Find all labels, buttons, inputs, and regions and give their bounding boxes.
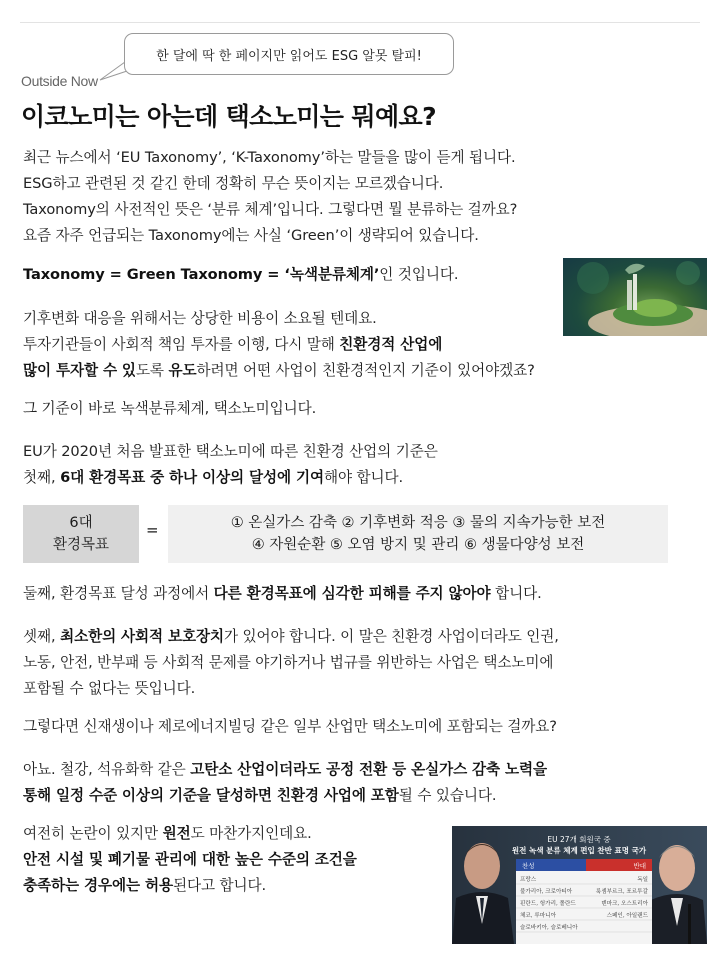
news-headline-1: EU 27개 회원국 중 [547, 835, 611, 844]
third-criterion-paragraph [23, 624, 559, 702]
third-criterion-line-1: 셋째, 최소한의 사회적 보호장치가 있어야 합니다. 이 말은 친환경 사업이더라도 인권, [23, 628, 559, 645]
intro-line-3: Taxonomy의 사전적인 뜻은 ‘분류 체계’입니다. 그렇다면 뭘 분류하는 걸까요? [23, 201, 518, 218]
intro-line-4: 요즘 자주 언급되는 Taxonomy에는 사실 ‘Green’이 생략되어 있습니다. [23, 227, 479, 244]
six-goals-label-line-1: 6대 [69, 515, 93, 531]
news-for-row: 프랑스 [520, 877, 537, 883]
six-goals-row-2: ④ 자원순환 ⑤ 오염 방지 및 관리 ⑥ 생물다양성 보전 [251, 537, 585, 553]
third-criterion-line-3: 포함될 수 없다는 뜻입니다. [23, 680, 196, 697]
news-for-row: 체코, 루마니아 [520, 913, 556, 919]
top-divider [20, 22, 700, 23]
news-against-row: 독일 [637, 877, 648, 883]
six-goals-row-1: ① 온실가스 감축 ② 기후변화 적응 ③ 물의 지속가능한 보전 [230, 515, 606, 531]
nuclear-line-2: 안전 시설 및 폐기물 관리에 대한 높은 수준의 조건을 [23, 851, 357, 868]
intro-line-2: ESG하고 관련된 것 같긴 한데 정확히 무슨 뜻이지는 모르겠습니다. [23, 175, 444, 192]
investment-line-3: 많이 투자할 수 있도록 유도하려면 어떤 사업이 친환경적인지 기준이 있어야겠죠? [23, 362, 535, 379]
news-for-row: 불가리아, 크로아티아 [520, 889, 573, 895]
nuclear-news-image [452, 826, 707, 944]
brand-label: Outside Now [21, 73, 98, 89]
answer-line-2: 통해 일정 수준 이상의 기준을 달성하면 친환경 사업에 포함될 수 있습니다. [23, 787, 497, 804]
six-goals-label-line-2: 환경목표 [52, 537, 110, 553]
nuclear-line-1: 여전히 논란이 있지만 원전도 마찬가지인데요. [23, 825, 312, 842]
news-headline-2: 원전 녹색 분류 체계 편입 찬반 표명 국가 [511, 846, 647, 855]
nuclear-paragraph [23, 821, 357, 899]
equals-sign: = [146, 521, 159, 539]
news-col-against: 반대 [633, 862, 646, 870]
eco-hands-illustration [563, 258, 707, 336]
answer-paragraph [23, 757, 547, 809]
first-criterion-line-2: 첫째, 6대 환경목표 중 하나 이상의 달성에 기여해야 합니다. [23, 469, 404, 486]
news-against-row: 스페인, 아일랜드 [606, 913, 648, 919]
investment-paragraph [23, 306, 535, 384]
nuclear-news-graphic [452, 826, 707, 944]
question-sentence: 그렇다면 신재생이나 제로에너지빌딩 같은 일부 산업만 택소노미에 포함되는 걸까요? [23, 718, 557, 735]
first-criterion-line-1: EU가 2020년 처음 발표한 택소노미에 따른 친환경 산업의 기준은 [23, 443, 438, 460]
investment-line-1: 기후변화 대응을 위해서는 상당한 비용이 소요될 텐데요. [23, 310, 377, 327]
news-for-row: 슬로바키아, 슬로베니아 [520, 925, 578, 931]
standard-sentence: 그 기준이 바로 녹색분류체계, 택소노미입니다. [23, 400, 317, 417]
news-against-row: 덴마크, 오스트리아 [601, 901, 648, 907]
news-col-for: 찬성 [522, 862, 535, 870]
nuclear-line-3: 충족하는 경우에는 허용된다고 합니다. [23, 877, 267, 894]
speech-bubble [124, 33, 454, 75]
intro-paragraph [23, 145, 517, 249]
investment-line-2: 투자기관들이 사회적 책임 투자를 이행, 다시 말해 친환경적 산업에 [23, 336, 443, 353]
eco-hands-image [563, 258, 707, 336]
six-goals-list-box [168, 505, 668, 563]
taxonomy-equation-rest: 인 것입니다. [379, 266, 459, 283]
page-title: 이코노미는 아는데 택소노미는 뭐예요? [21, 102, 437, 131]
news-for-row: 핀란드, 헝가리, 폴란드 [520, 901, 576, 907]
news-against-row: 룩셈부르크, 포르투갈 [595, 889, 648, 895]
taxonomy-equation-bold: Taxonomy = Green Taxonomy = ‘녹색분류체계’ [23, 266, 380, 283]
speech-bubble-text: 한 달에 딱 한 페이지만 읽어도 ESG 알못 탈피! [156, 48, 422, 64]
first-criterion-paragraph [23, 439, 438, 491]
six-goals-label-box [23, 505, 139, 563]
third-criterion-line-2: 노동, 안전, 반부패 등 사회적 문제를 야기하거나 법규를 위반하는 사업은 택소노미에 [23, 654, 554, 671]
taxonomy-equation [23, 262, 458, 288]
answer-line-1: 아뇨. 철강, 석유화학 같은 고탄소 산업이더라도 공정 전환 등 온실가스 감축 노력을 [23, 761, 548, 778]
intro-line-1: 최근 뉴스에서 ‘EU Taxonomy’, ‘K-Taxonomy’하는 말들을 많이 듣게 됩니다. [23, 149, 516, 166]
second-criterion: 둘째, 환경목표 달성 과정에서 다른 환경목표에 심각한 피해를 주지 않아야 합니다. [23, 585, 542, 602]
